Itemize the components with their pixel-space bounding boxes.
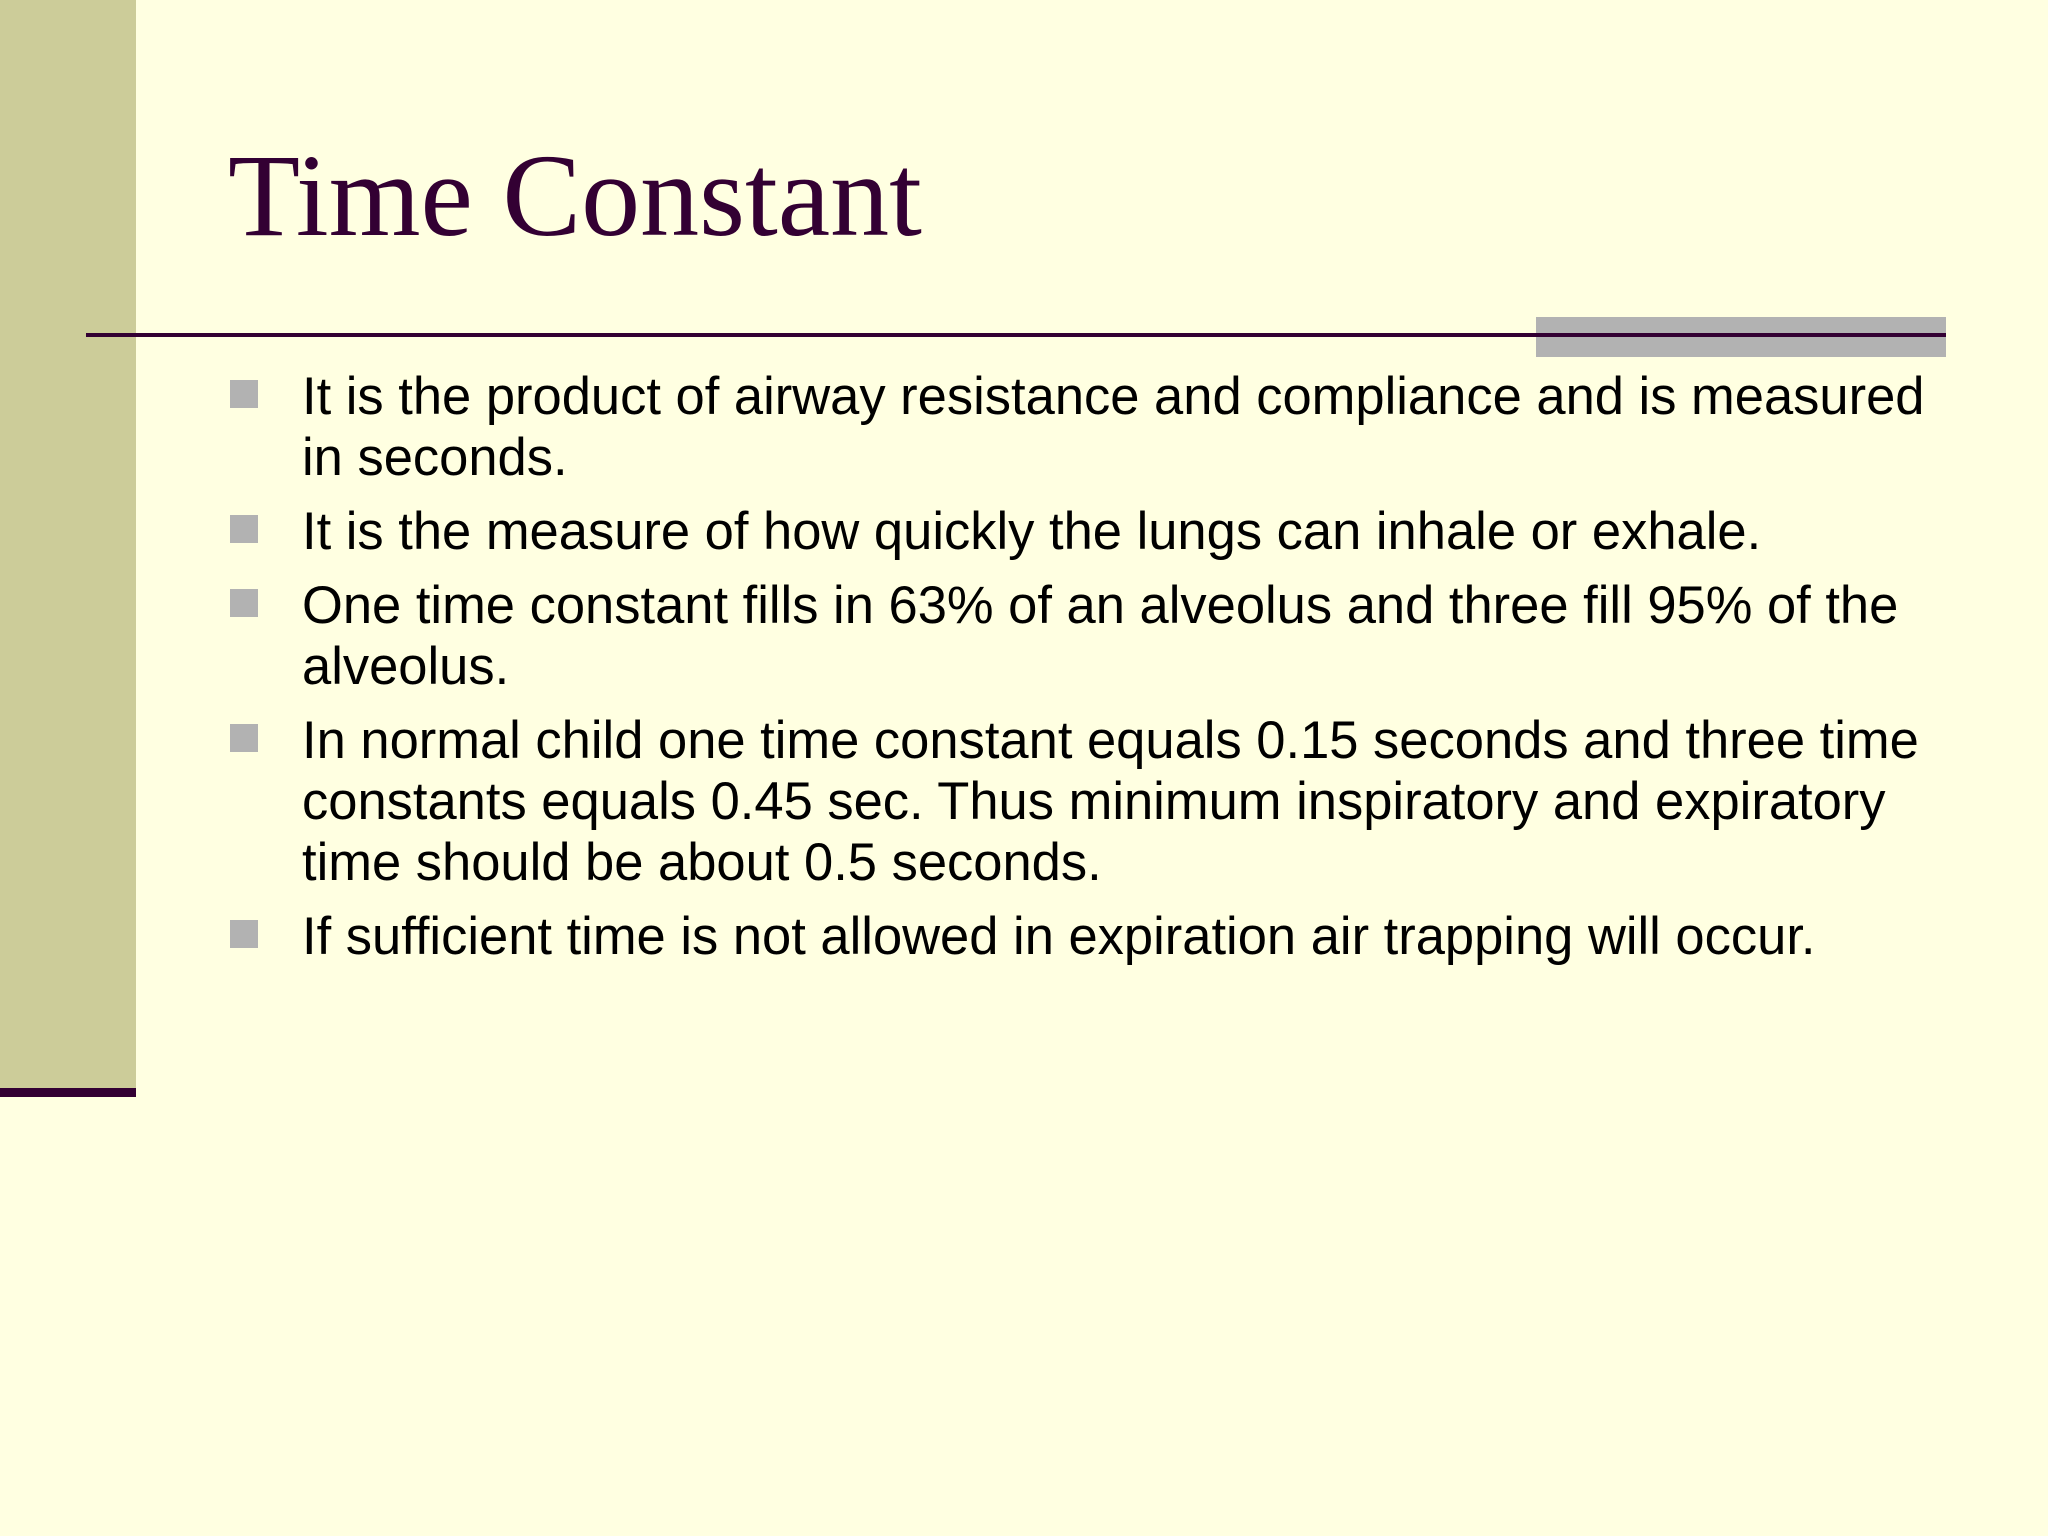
left-band-underline [0, 1088, 136, 1097]
bullet-item [228, 501, 1948, 562]
bullet-list [228, 366, 1948, 980]
square-bullet-icon [230, 515, 258, 543]
bullet-text: In normal child one time constant equals 0.15 seconds and three time constants equals 0.45 sec. Thus minimum inspiratory and expiratory time should be about 0.5 seconds. [302, 711, 1919, 892]
bullet-item [228, 906, 1948, 967]
title-divider-rule [86, 333, 1946, 337]
left-decorative-band [0, 0, 136, 1088]
bullet-item [228, 575, 1948, 697]
slide-title: Time Constant [228, 130, 922, 261]
bullet-text: It is the measure of how quickly the lungs can inhale or exhale. [302, 502, 1762, 561]
bullet-text: One time constant fills in 63% of an alveolus and three fill 95% of the alveolus. [302, 576, 1899, 696]
bullet-item [228, 710, 1948, 893]
bullet-item [228, 366, 1948, 488]
bullet-text: If sufficient time is not allowed in expiration air trapping will occur. [302, 907, 1816, 966]
title-accent-block [1536, 317, 1946, 357]
square-bullet-icon [230, 589, 258, 617]
square-bullet-icon [230, 380, 258, 408]
square-bullet-icon [230, 920, 258, 948]
bullet-text: It is the product of airway resistance and compliance and is measured in seconds. [302, 367, 1925, 487]
square-bullet-icon [230, 724, 258, 752]
